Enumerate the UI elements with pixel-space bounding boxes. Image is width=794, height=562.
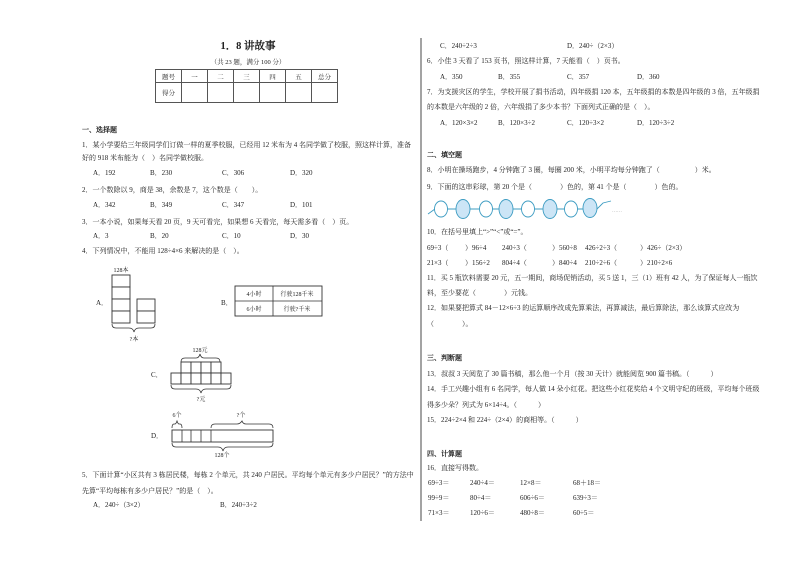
ball-string <box>428 199 622 219</box>
question-11-text: 11．买 5 瓶饮料需要 20 元，五一期间，商场促销活动，买 5 送 1，三（1）班有 42 人，为了保证每人一瓶饮 <box>427 273 758 282</box>
calc-item: 606÷6＝ <box>520 493 545 502</box>
diagram-c-box <box>201 362 211 373</box>
compare-expression: ）560÷8 <box>552 243 577 252</box>
brace-icon <box>171 385 231 393</box>
calc-item: 71×3＝ <box>428 508 450 517</box>
question-11-text: 料，至少要花（ ）元钱。 <box>427 288 532 297</box>
compare-expression: 69÷3（ <box>427 243 449 252</box>
diagram-b-cell: 行驶128千米 <box>280 292 314 298</box>
question-9-text: 9．下面的这串彩球，第 20 个是（ ）色的，第 41 个是（ ）色的。 <box>427 182 683 191</box>
question-2-option-b: B．349 <box>150 200 173 209</box>
section-heading-calculation: 四、计算题 <box>427 449 462 458</box>
question-4-option-a-label: A． <box>96 298 109 307</box>
question-3-option-c: C．10 <box>222 232 241 240</box>
ball <box>583 199 597 218</box>
score-header-cell: 题号 <box>156 70 182 83</box>
diagram-d-left-label: 6个 <box>172 413 182 419</box>
brace-icon <box>112 324 155 332</box>
question-6-option-c: C．357 <box>567 72 590 81</box>
question-1-text: 好的 918 米布能为（ ）名同学做校服。 <box>82 153 208 162</box>
diagram-a-box <box>112 287 130 299</box>
ball <box>565 201 578 217</box>
diagram-c-box <box>191 362 201 373</box>
diagram-c-box <box>221 373 231 384</box>
question-6-option-b: B．355 <box>498 72 521 81</box>
diagram-b-cell: 6小时 <box>246 307 262 313</box>
calc-item: 68＋18＝ <box>573 478 601 487</box>
question-7-text: 7．为支援灾区的学生，学校开展了捐书活动，四年级捐 120 本，五年级捐的本数是四年级的 3 倍，五年级捐 <box>427 87 760 96</box>
diagram-c <box>171 347 231 403</box>
score-header-cell: 五 <box>286 70 312 83</box>
compare-expression: 804÷4（ <box>502 258 527 267</box>
question-5-text: 5．下面计算“小区共有 3 栋居民楼，每栋 2 个单元，共 240 户居民。平均每个单元有多少户居民？”的方法中 <box>82 470 414 479</box>
question-12-text: 12．如果要把算式 84－12×6÷3 的运算顺序改成先算乘法，再算减法，最后算除法，那么该算式应改为 <box>427 303 740 312</box>
diagram-c-box <box>191 373 201 384</box>
ball <box>543 200 557 219</box>
calc-item: 69÷3＝ <box>428 478 450 487</box>
section-heading-choice: 一、选择题 <box>82 125 117 134</box>
question-3-option-d: D．30 <box>290 232 310 240</box>
question-8-text: 8．小明在操场跑步，4 分钟跑了 3 圈，每圈 200 米，小明平均每分钟跑了（ ）米。 <box>427 165 716 174</box>
question-5-option-a: A．240÷（3×2） <box>93 500 145 509</box>
question-10-text: 10．在括号里填上“>”“<”或“=”。 <box>427 227 528 236</box>
calc-item: 60÷5＝ <box>573 508 595 517</box>
compare-expression: ）156÷2 <box>465 258 490 267</box>
question-6-text: 6．小佳 3 天看了 153 页书，照这样计算，7 天能看（ ）页书。 <box>427 56 625 65</box>
diagram-c-box <box>181 362 191 373</box>
calc-item: 120÷6＝ <box>470 508 495 517</box>
question-5-option-d: D．240÷（2×3） <box>567 41 619 50</box>
ball-string-ellipsis: …… <box>612 209 622 214</box>
diagram-a-box <box>137 311 155 323</box>
compare-expression: ）96÷4 <box>465 243 487 252</box>
score-header-cell: 三 <box>234 70 260 83</box>
compare-expression: 426÷2÷3（ <box>585 243 618 252</box>
score-header-cell: 总分 <box>312 70 338 83</box>
question-7-option-a: A．120×3×2 <box>440 118 478 127</box>
diagram-a-box <box>112 299 130 311</box>
question-2-text: 2．一个数除以 9，商是 38，余数是 7，这个数是（ ）。 <box>82 185 263 194</box>
score-row-label: 得分 <box>156 83 182 103</box>
score-header-cell: 二 <box>208 70 234 83</box>
question-4-option-c-label: C． <box>151 370 163 379</box>
calc-item: 480÷8＝ <box>520 508 545 517</box>
question-2-option-d: D．101 <box>290 200 313 209</box>
diagram-a <box>112 266 155 343</box>
calc-item: 240÷4＝ <box>470 478 495 487</box>
question-5-option-b: B．240÷3÷2 <box>220 500 257 509</box>
brace-icon <box>211 421 273 428</box>
question-2-option-a: A．342 <box>93 200 116 209</box>
diagram-c-bottom-label: ?元 <box>196 397 206 403</box>
section-heading-fill-blank: 二、填空题 <box>427 150 462 159</box>
question-5-option-c: C．240÷2÷3 <box>440 41 477 50</box>
brace-icon <box>181 354 220 362</box>
question-7-text: 的本数是六年级的 2 倍，六年级捐了多少本书？下面列式正确的是（ ）。 <box>427 102 655 111</box>
question-14-text: 14．手工兴趣小组有 6 名同学，每人做 14 朵小红花。把这些小红花奖给 4 个文明守纪的班级，平均每个班级 <box>427 384 760 393</box>
brace-icon <box>172 421 182 428</box>
question-1-text: 1．某小学要给三年级同学们订做一样的夏季校服，已经用 12 米布为 4 名同学做了校服，照这样计算，准备 <box>82 140 411 149</box>
section-heading-true-false: 三、判断题 <box>427 353 462 362</box>
question-1-option-a: A．192 <box>93 168 116 177</box>
diagram-d <box>172 411 273 459</box>
question-4-option-b-label: B． <box>221 298 233 307</box>
diagram-c-box <box>171 373 181 384</box>
diagram-d-bar <box>172 430 273 442</box>
score-header-cell: 一 <box>182 70 208 83</box>
question-1-option-c: C．306 <box>222 168 245 177</box>
compare-expression: 240÷3（ <box>502 243 527 252</box>
question-3-option-b: B．20 <box>150 232 169 240</box>
calc-item: 80÷4＝ <box>470 493 492 502</box>
diagram-d-right-label: ?个 <box>236 413 246 419</box>
diagram-b <box>235 286 322 316</box>
compare-expression: 210÷2÷6（ <box>585 258 618 267</box>
compare-expression: ）426÷（2×3） <box>640 243 687 252</box>
question-6-option-d: D．360 <box>637 72 660 81</box>
diagram-c-box <box>201 373 211 384</box>
question-5-text: 先算“平均每栋有多少户居民？”的是（ ）。 <box>82 486 218 495</box>
brace-icon <box>172 443 273 451</box>
question-7-option-d: D．120÷3÷2 <box>637 118 675 127</box>
diagram-c-box <box>211 362 221 373</box>
ball <box>435 201 448 217</box>
calc-item: 639÷3＝ <box>573 493 598 502</box>
page-title: 1．8 讲故事 <box>220 41 276 52</box>
ball <box>522 201 535 217</box>
question-1-option-b: B．230 <box>150 168 173 177</box>
question-4-text: 4．下列情况中，不能用 128÷4×6 来解决的是（ ）。 <box>82 246 244 255</box>
question-15-text: 15．224÷2×4 和 224÷（2×4）的商相等。（ ） <box>427 415 583 424</box>
ball <box>456 200 470 219</box>
question-3-text: 3．一本小说，如果每天看 20 页，9 天可看完，如果想 6 天看完，每天需多看（ ）页。 <box>82 217 354 226</box>
question-2-option-c: C．347 <box>222 200 245 209</box>
question-12-text: （ ）。 <box>427 319 473 328</box>
diagram-a-bottom-label: ?本 <box>129 337 139 343</box>
diagram-a-box <box>112 311 130 323</box>
question-16-text: 16．直接写得数。 <box>427 463 483 472</box>
question-3-option-a: A．3 <box>93 232 109 240</box>
diagram-c-top-label: 128元 <box>192 348 208 354</box>
diagram-a-box <box>112 275 130 287</box>
diagram-b-cell: 行驶?千米 <box>283 307 311 313</box>
compare-expression: ）210÷2×6 <box>640 258 673 267</box>
question-7-option-b: B．120×3÷2 <box>498 118 535 127</box>
diagram-a-top-label: 128本 <box>113 268 129 274</box>
question-14-text: 得多少朵？列式为 6×14÷4。（ ） <box>427 400 546 409</box>
ball <box>499 200 513 219</box>
diagram-c-box <box>181 373 191 384</box>
question-6-option-a: A．350 <box>440 72 463 81</box>
score-header-cell: 四 <box>260 70 286 83</box>
ball <box>480 201 493 217</box>
page-subtitle: （共 23 题，满分 100 分） <box>210 59 286 66</box>
compare-expression: 21×3（ <box>427 258 449 267</box>
question-1-option-d: D．320 <box>290 168 313 177</box>
diagram-d-bottom-label: 128个 <box>214 453 230 459</box>
question-4-option-d-label: D． <box>151 431 164 440</box>
calc-item: 99÷9＝ <box>428 493 450 502</box>
compare-expression: ）840÷4 <box>552 258 577 267</box>
diagram-a-box <box>137 299 155 311</box>
question-7-option-c: C．120÷3×2 <box>567 118 604 127</box>
calc-item: 12×8＝ <box>520 478 542 487</box>
diagram-b-cell: 4小时 <box>246 292 262 298</box>
question-13-text: 13．叔叔 3 天阅览了 30 篇书稿，那么他一个月（按 30 天计）就能阅览 900 篇书稿。（ ） <box>427 369 718 378</box>
diagram-c-box <box>211 373 221 384</box>
